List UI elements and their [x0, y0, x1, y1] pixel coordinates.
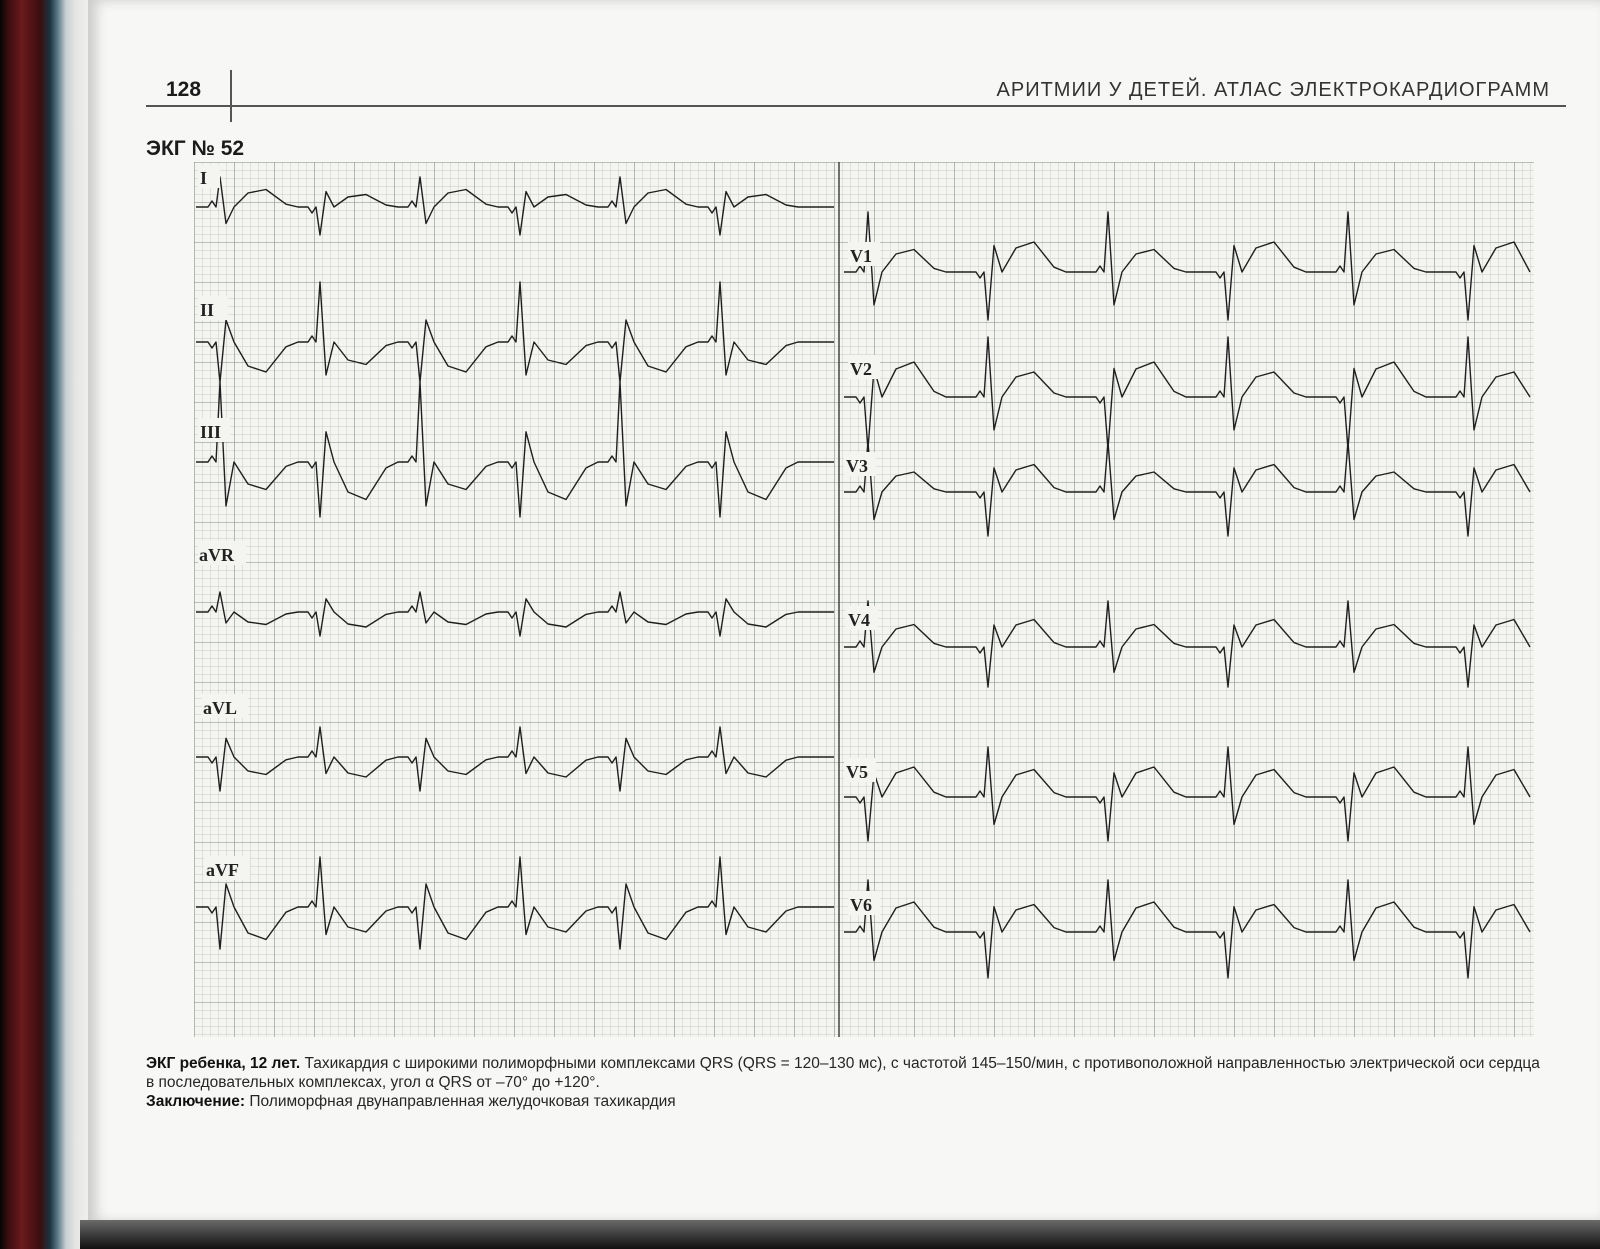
lead-label-i: I — [200, 168, 208, 188]
lead-label-v2: V2 — [850, 359, 872, 379]
caption-text: Тахикардия с широкими полиморфными комплексами QRS (QRS = 120–130 мс), с частотой 145–150/мин, с противоположной направленностью электрической оси сердца в последовательных комплексах, угол α QRS от –70° до +120°. — [146, 1055, 1540, 1091]
lead-label-avf: aVF — [206, 860, 239, 880]
ecg-figure — [194, 162, 1564, 1037]
lead-label-v5: V5 — [846, 762, 868, 782]
lead-label-ii: II — [200, 300, 215, 320]
header-horizontal-rule — [146, 105, 1566, 107]
conclusion-label: Заключение: — [146, 1093, 246, 1110]
lead-label-v6: V6 — [850, 895, 872, 915]
ecg-strip — [194, 162, 1534, 1037]
figure-caption — [146, 1054, 1546, 1111]
caption-lead: ЭКГ ребенка, 12 лет. — [146, 1055, 301, 1072]
lead-label-avl: aVL — [203, 698, 238, 718]
page-number: 128 — [166, 78, 202, 101]
lead-label-v3: V3 — [846, 456, 868, 476]
lead-label-v1: V1 — [850, 246, 872, 266]
book-spine-edge — [0, 0, 98, 1249]
running-head: АРИТМИИ У ДЕТЕЙ. АТЛАС ЭЛЕКТРОКАРДИОГРАММ — [996, 79, 1550, 101]
header-vertical-rule — [230, 70, 232, 122]
lead-label-iii: III — [200, 422, 222, 442]
conclusion-text: Полиморфная двунаправленная желудочковая тахикардия — [249, 1093, 676, 1110]
page-bottom-shadow — [80, 1220, 1600, 1249]
lead-label-avr: aVR — [199, 545, 234, 565]
ecg-title: ЭКГ № 52 — [146, 137, 245, 160]
lead-label-v4: V4 — [848, 610, 870, 630]
